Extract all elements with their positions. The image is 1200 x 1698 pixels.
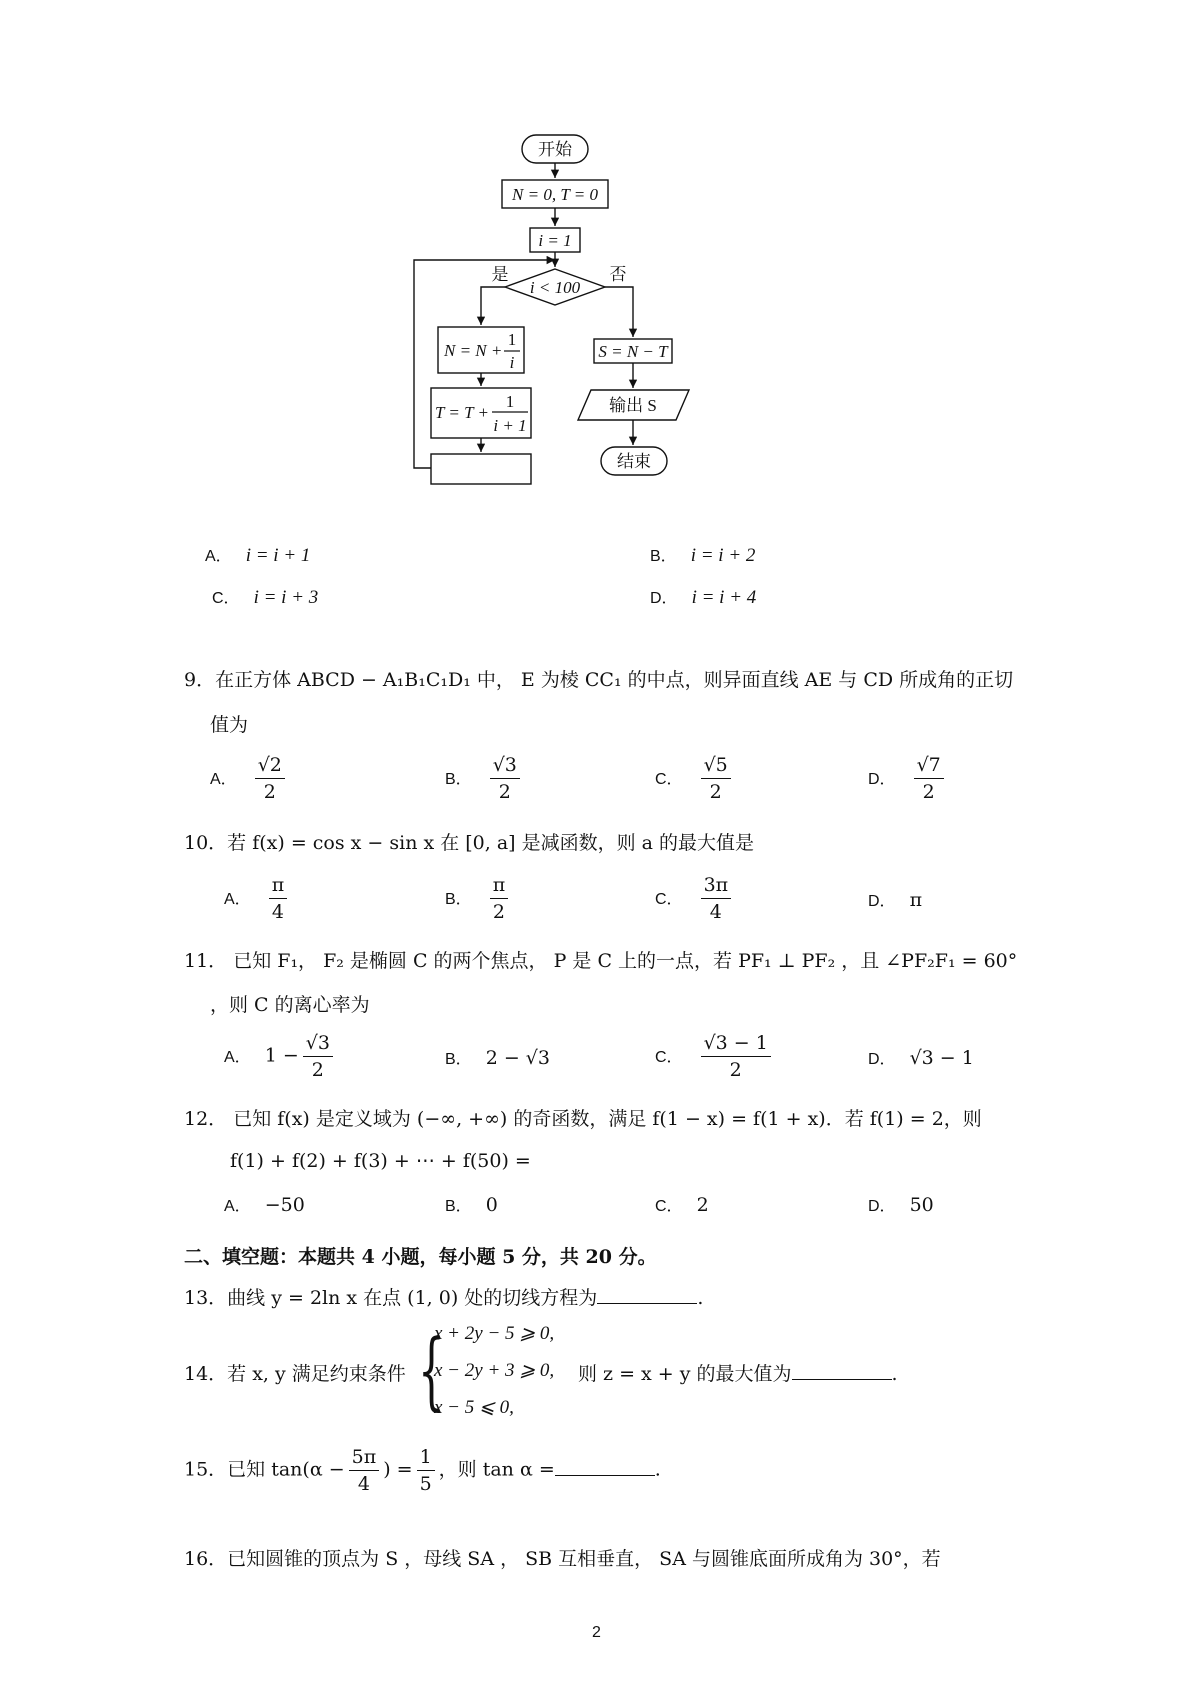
q11-option-c[interactable]: C． $\frac{√3 - 1}{2}$ (655, 1030, 775, 1083)
no-label: 否 (609, 265, 627, 284)
q8-option-a[interactable]: A． i = i + 1 (205, 545, 311, 566)
t-update-num: 1 (505, 392, 515, 411)
q11-stem-line2: ，则 C 的离心率为 (210, 994, 370, 1016)
q10-option-a[interactable]: A． $\frac{\pi}{4}$ (224, 872, 291, 925)
q8-option-b[interactable]: B． i = i + 2 (650, 545, 756, 566)
t-update-lhs: T = T + (435, 403, 489, 422)
s-compute-label: S = N − T (598, 342, 668, 361)
q14-brace: { (418, 1321, 445, 1419)
q12-option-a[interactable]: A． −50 (224, 1194, 305, 1216)
q10-stem: 10．若 f(x) = cos x − sin x 在 [0, a] 是减函数，则 a 的最大值是 (184, 832, 755, 854)
page-number: 2 (592, 1624, 601, 1641)
q9-stem-line2: 值为 (210, 714, 249, 736)
q11-option-a[interactable]: A． 1 − $\frac{√3}{2}$ (224, 1030, 337, 1083)
q14-constraint-1: x + 2y − 5 ⩾ 0, (434, 1323, 555, 1344)
q9-stem-line1: 9．在正方体 ABCD − A₁B₁C₁D₁ 中， E 为棱 CC₁ 的中点，则异面直线 AE 与 CD 所成角的正切 (184, 669, 1014, 691)
q12-stem-line2: f(1) + f(2) + f(3) + ⋯ + f(50) = (230, 1150, 531, 1172)
q14-constraint-2: x − 2y + 3 ⩾ 0, (434, 1360, 555, 1381)
q9-option-d[interactable]: D． $\frac{√7}{2}$ (868, 752, 948, 805)
condition-label: i < 100 (529, 278, 581, 297)
t-update-den: i + 1 (493, 416, 527, 435)
q9-option-a[interactable]: A． $\frac{√2}{2}$ (210, 752, 289, 805)
n-update-lhs: N = N + (444, 341, 503, 360)
q13-answer-blank[interactable] (597, 1285, 697, 1304)
blank-step-box (431, 454, 531, 484)
q9-option-b[interactable]: B． $\frac{√3}{2}$ (445, 752, 524, 805)
q14-constraint-3: x − 5 ⩽ 0, (434, 1397, 514, 1418)
q14-answer-blank[interactable] (792, 1361, 892, 1380)
q13-stem: 13．曲线 y = 2ln x 在点 (1, 0) 处的切线方程为 . (184, 1287, 704, 1309)
q14-suffix-row: 则 z = x + y 的最大值为 . (578, 1363, 898, 1385)
section-heading: 二、填空题：本题共 4 小题，每小题 5 分，共 20 分。 (184, 1246, 657, 1268)
init-label: N = 0, T = 0 (512, 185, 598, 204)
q11-option-d[interactable]: D． √3 − 1 (868, 1047, 974, 1069)
n-update-den: i (509, 353, 515, 372)
flowchart (400, 130, 720, 530)
q13-text: 13．曲线 y = 2ln x 在点 (1, 0) 处的切线方程为 (184, 1287, 598, 1309)
q15-stem: 15．已知 tan(α − $\frac{5\pi}{4}$ ) = $\frac{1}{5}$ ，则 tan α = . (184, 1446, 661, 1495)
q12-option-b[interactable]: B． 0 (445, 1194, 498, 1216)
q16-stem: 16．已知圆锥的顶点为 S ，母线 SA ， SB 互相垂直， SA 与圆锥底面所成角为 30°，若 (184, 1548, 941, 1570)
q14-prefix: 14．若 x, y 满足约束条件 (184, 1363, 406, 1385)
q10-option-b[interactable]: B． $\frac{\pi}{2}$ (445, 872, 512, 925)
q11-option-b[interactable]: B． 2 − √3 (445, 1047, 550, 1069)
q14-suffix: 则 z = x + y 的最大值为 (578, 1363, 792, 1385)
q15-fraction-1: $\frac{5\pi}{4}$ (349, 1444, 380, 1497)
q15-answer-blank[interactable] (555, 1457, 655, 1476)
q10-option-d[interactable]: D． π (868, 889, 923, 911)
q8-option-d[interactable]: D． i = i + 4 (650, 587, 757, 608)
q8-option-c[interactable]: C． i = i + 3 (212, 587, 319, 608)
q12-option-c[interactable]: C． 2 (655, 1194, 709, 1216)
q14-stem (184, 1359, 406, 1386)
i-init-label: i = 1 (538, 231, 572, 250)
q9-option-c[interactable]: C． $\frac{√5}{2}$ (655, 752, 735, 805)
output-label: 输出 S (609, 396, 657, 415)
start-label: 开始 (538, 140, 572, 159)
q11-stem-line1: 11． 已知 F₁， F₂ 是椭圆 C 的两个焦点， P 是 C 上的一点，若 PF₁ ⊥ PF₂ ，且 ∠PF₂F₁ = 60° (184, 950, 1018, 972)
q12-option-d[interactable]: D． 50 (868, 1194, 934, 1216)
end-label: 结束 (617, 452, 651, 471)
n-update-num: 1 (507, 330, 517, 349)
yes-label: 是 (491, 265, 509, 284)
q10-option-c[interactable]: C． $\frac{3\pi}{4}$ (655, 872, 735, 925)
q15-fraction-2: $\frac{1}{5}$ (417, 1444, 435, 1497)
q12-stem-line1: 12． 已知 f(x) 是定义域为 (−∞, +∞) 的奇函数，满足 f(1 − x) = f(1 + x)．若 f(1) = 2，则 (184, 1108, 982, 1130)
